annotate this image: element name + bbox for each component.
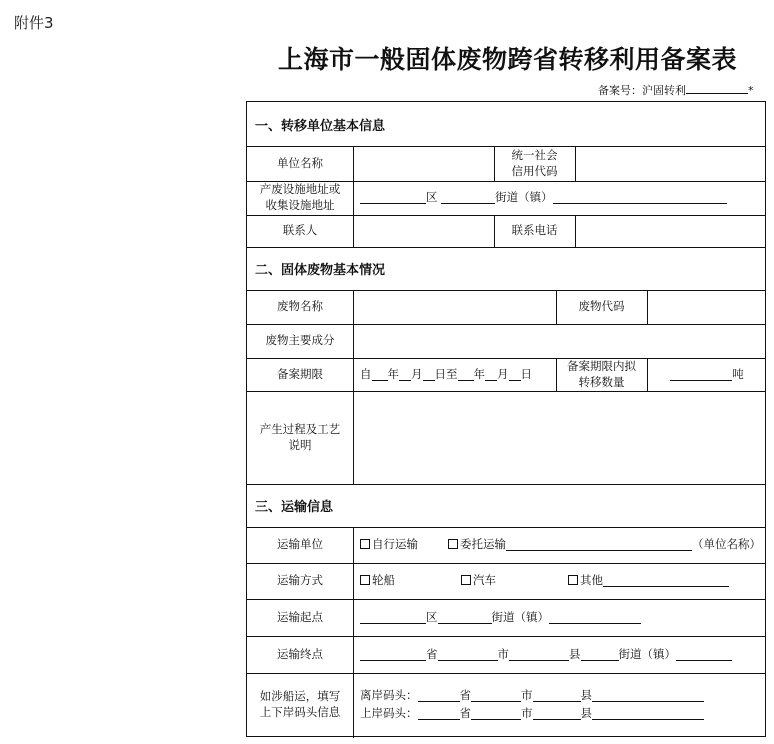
wharf-info-label (247, 673, 353, 736)
period-year-label: 年 (473, 366, 485, 381)
waste-name-field[interactable] (354, 290, 556, 324)
depart-city-label: 市 (521, 688, 533, 703)
record-number (598, 82, 754, 98)
start-day-blank[interactable] (423, 369, 435, 381)
dest-county-blank[interactable] (509, 649, 569, 661)
end-month-blank[interactable] (485, 369, 497, 381)
process-description-label-line1: 产生过程及工艺 (259, 421, 341, 436)
waste-name-label: 废物名称 (277, 299, 323, 314)
period-month-label: 月 (411, 366, 423, 381)
end-year-blank[interactable] (458, 369, 474, 381)
waste-components-field[interactable] (354, 324, 766, 358)
entrusted-transport-checkbox[interactable] (448, 539, 458, 549)
contact-person-field[interactable] (354, 215, 494, 247)
other-mode-checkbox[interactable] (568, 575, 578, 585)
start-year-blank[interactable] (372, 369, 388, 381)
period-from-label: 自 (360, 366, 372, 381)
contact-phone-field[interactable] (576, 215, 766, 247)
waste-code-field[interactable] (648, 290, 766, 324)
wharf-info-label-line2: 上下岸码头信息 (259, 704, 341, 719)
unit-name-note: （单位名称） (692, 537, 761, 552)
arrive-city-blank[interactable] (471, 708, 521, 720)
record-number-label: 备案号：沪固转利 (598, 84, 686, 97)
transfer-quantity-label-line2: 转移数量 (578, 374, 625, 389)
arrival-wharf-field[interactable] (360, 705, 766, 723)
credit-code-field[interactable] (576, 146, 766, 181)
arrive-city-label: 市 (521, 706, 533, 721)
dest-street-label: 街道（镇） (618, 646, 676, 661)
filing-form (246, 101, 766, 737)
carrier-label: 运输单位 (277, 537, 323, 552)
transport-mode-field (360, 563, 766, 599)
wharf-info-label-line1: 如涉船运，填写 (259, 688, 341, 703)
arrive-county-label: 县 (580, 706, 592, 721)
dest-county-label: 县 (569, 646, 581, 661)
contact-person-label: 联系人 (282, 223, 318, 238)
filing-period-label: 备案期限 (277, 366, 323, 381)
quantity-unit: 吨 (732, 366, 744, 381)
credit-code-label-line2: 信用代码 (511, 163, 558, 178)
transport-destination-label: 运输终点 (277, 646, 323, 661)
ship-checkbox[interactable] (360, 575, 370, 585)
contact-phone-label: 联系电话 (511, 223, 558, 238)
section-transport-info-title: 三、运输信息 (255, 500, 334, 515)
transfer-quantity-label (556, 358, 647, 391)
other-mode-blank[interactable] (603, 575, 729, 587)
truck-checkbox[interactable] (461, 575, 471, 585)
self-transport-label: 自行运输 (372, 537, 418, 552)
street-label: 街道（镇） (495, 190, 553, 205)
dest-city-label: 市 (497, 646, 509, 661)
process-description-label (247, 391, 353, 484)
truck-label: 汽车 (473, 573, 496, 588)
other-mode-label: 其他 (580, 573, 603, 588)
start-month-blank[interactable] (399, 369, 411, 381)
departure-wharf-label: 离岸码头： (360, 688, 418, 703)
credit-code-label-line1: 统一社会 (511, 147, 558, 162)
depart-county-blank[interactable] (533, 690, 581, 702)
filing-period-field[interactable] (360, 358, 554, 391)
column-divider (353, 527, 354, 738)
transport-mode-label: 运输方式 (277, 573, 323, 588)
unit-name-field[interactable] (354, 146, 494, 181)
depart-province-label: 省 (459, 688, 471, 703)
section-waste-info-title: 二、固体废物基本情况 (255, 263, 386, 278)
dest-detail-blank[interactable] (676, 649, 732, 661)
quantity-blank[interactable] (670, 369, 732, 381)
transport-origin-field[interactable] (360, 599, 766, 636)
arrive-county-blank[interactable] (533, 708, 581, 720)
transport-origin-label: 运输起点 (277, 609, 323, 624)
dest-province-label: 省 (426, 646, 438, 661)
origin-district-blank[interactable] (360, 612, 426, 624)
carrier-name-blank[interactable] (506, 539, 692, 551)
credit-code-label (494, 146, 575, 181)
origin-district-label: 区 (426, 609, 438, 624)
facility-address-label-line2: 收集设施地址 (265, 198, 335, 212)
unit-name-label: 单位名称 (277, 155, 323, 170)
depart-province-blank[interactable] (418, 690, 460, 702)
departure-wharf-field[interactable] (360, 687, 766, 705)
ship-label: 轮船 (372, 573, 395, 588)
facility-address-label-line1: 产废设施地址或 (259, 182, 341, 197)
record-number-blank[interactable] (686, 83, 748, 94)
arrive-province-blank[interactable] (418, 708, 460, 720)
dest-province-blank[interactable] (360, 649, 426, 661)
address-detail-blank[interactable] (553, 192, 727, 204)
page-title: 上海市一般固体废物跨省转移利用备案表 (278, 45, 738, 74)
district-blank[interactable] (360, 192, 426, 204)
arrive-detail-blank[interactable] (592, 708, 704, 720)
waste-components-label: 废物主要成分 (265, 333, 335, 348)
district-label: 区 (426, 190, 438, 205)
facility-address-label (247, 181, 353, 215)
period-month-label: 月 (497, 366, 509, 381)
origin-detail-blank[interactable] (549, 612, 641, 624)
period-day-label: 日 (520, 366, 532, 381)
depart-detail-blank[interactable] (592, 690, 704, 702)
arrival-wharf-label: 上岸码头： (360, 706, 418, 721)
depart-city-blank[interactable] (471, 690, 521, 702)
process-description-field[interactable] (354, 391, 766, 484)
process-description-label-line2: 说明 (288, 437, 312, 452)
arrive-province-label: 省 (459, 706, 471, 721)
entrusted-transport-label: 委托运输 (460, 537, 506, 552)
dest-street-blank[interactable] (581, 649, 619, 661)
end-day-blank[interactable] (509, 369, 521, 381)
attachment-label: 附件3 (14, 14, 54, 32)
depart-county-label: 县 (580, 688, 592, 703)
carrier-field (360, 527, 766, 563)
section-transfer-unit-title: 一、转移单位基本信息 (255, 118, 386, 134)
transport-destination-field[interactable] (360, 636, 766, 673)
record-number-suffix: * (748, 84, 754, 97)
transfer-quantity-label-line1: 备案期限内拟 (567, 358, 636, 373)
period-day-to-label: 日至 (434, 366, 458, 381)
street-blank[interactable] (441, 192, 495, 204)
origin-street-label: 街道（镇） (491, 609, 549, 624)
self-transport-checkbox[interactable] (360, 539, 370, 549)
facility-address-field[interactable] (360, 181, 760, 215)
origin-street-blank[interactable] (438, 612, 492, 624)
dest-city-blank[interactable] (438, 649, 498, 661)
waste-code-label: 废物代码 (578, 299, 625, 314)
period-year-label: 年 (387, 366, 399, 381)
transfer-quantity-field[interactable] (648, 358, 766, 391)
